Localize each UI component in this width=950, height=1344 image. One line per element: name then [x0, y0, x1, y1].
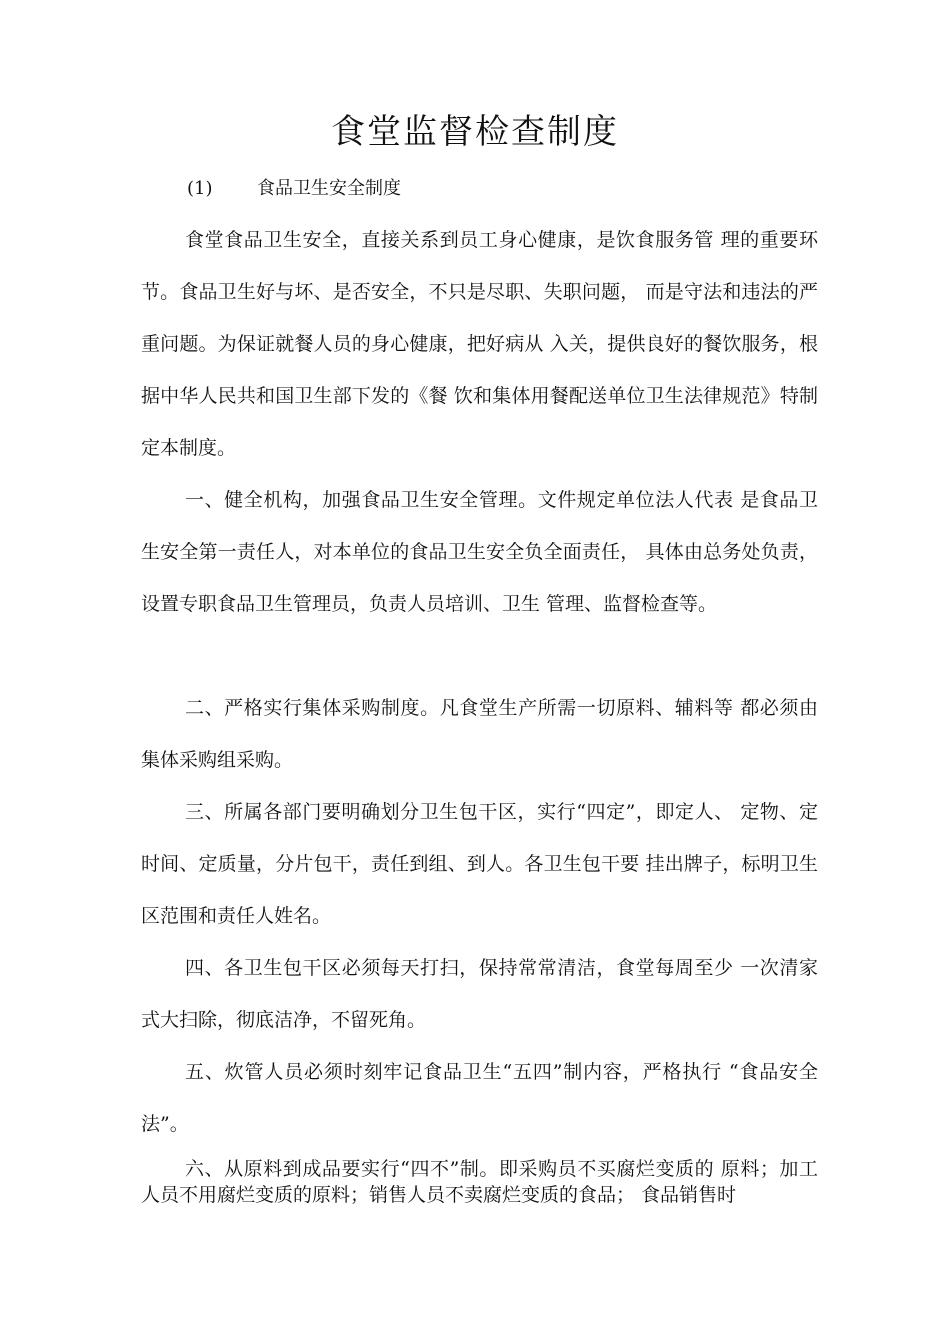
paragraph-intro: 食堂食品卫生安全，直接关系到员工身心健康，是饮食服务管 理的重要环节。食品卫生好与坏、是否安全，不只是尽职、失职问题， 而是守法和违法的严重问题。为保证就餐人员的身心健康，把好病从 入关，提供良好的餐饮服务，根据中华人民共和国卫生部下发的《餐 饮和集体用餐配送单位卫生法律规范》特制定本制度。: [141, 229, 818, 459]
paragraph-two: 二、严格实行集体采购制度。凡食堂生产所需一切原料、辅料等 都必须由集体采购组采购。: [141, 697, 818, 771]
paragraph-three: 三、所属各部门要明确划分卫生包干区，实行“四定”，即定人、 定物、定时间、定质量，分片包干，责任到组、到人。各卫生包干要 挂出牌子，标明卫生区范围和责任人姓名。: [141, 801, 818, 927]
section-number: (1): [187, 178, 213, 199]
section-heading-text: 食品卫生安全制度: [257, 178, 401, 199]
paragraph-five: 五、炊管人员必须时刻牢记食品卫生“五四”制内容，严格执行 “食品安全法”。: [141, 1061, 818, 1135]
paragraph-one: 一、健全机构，加强食品卫生安全管理。文件规定单位法人代表 是食品卫生安全第一责任人，对本单位的食品卫生安全负全面责任， 具体由总务处负责，设置专职食品卫生管理员，负责人员培训、卫生 管理、监督检查等。: [141, 489, 818, 615]
section-heading: [187, 176, 401, 202]
paragraph-six: 六、从原料到成品要实行“四不”制。即采购员不买腐烂变质的 原料；加工人员不用腐烂变质的原料；销售人员不卖腐烂变质的食品； 食品销售时: [141, 1158, 818, 1206]
document-title: 食堂监督检查制度: [331, 112, 619, 152]
paragraph-four: 四、各卫生包干区必须每天打扫，保持常常清洁，食堂每周至少 一次清家式大扫除，彻底洁净，不留死角。: [141, 957, 818, 1031]
